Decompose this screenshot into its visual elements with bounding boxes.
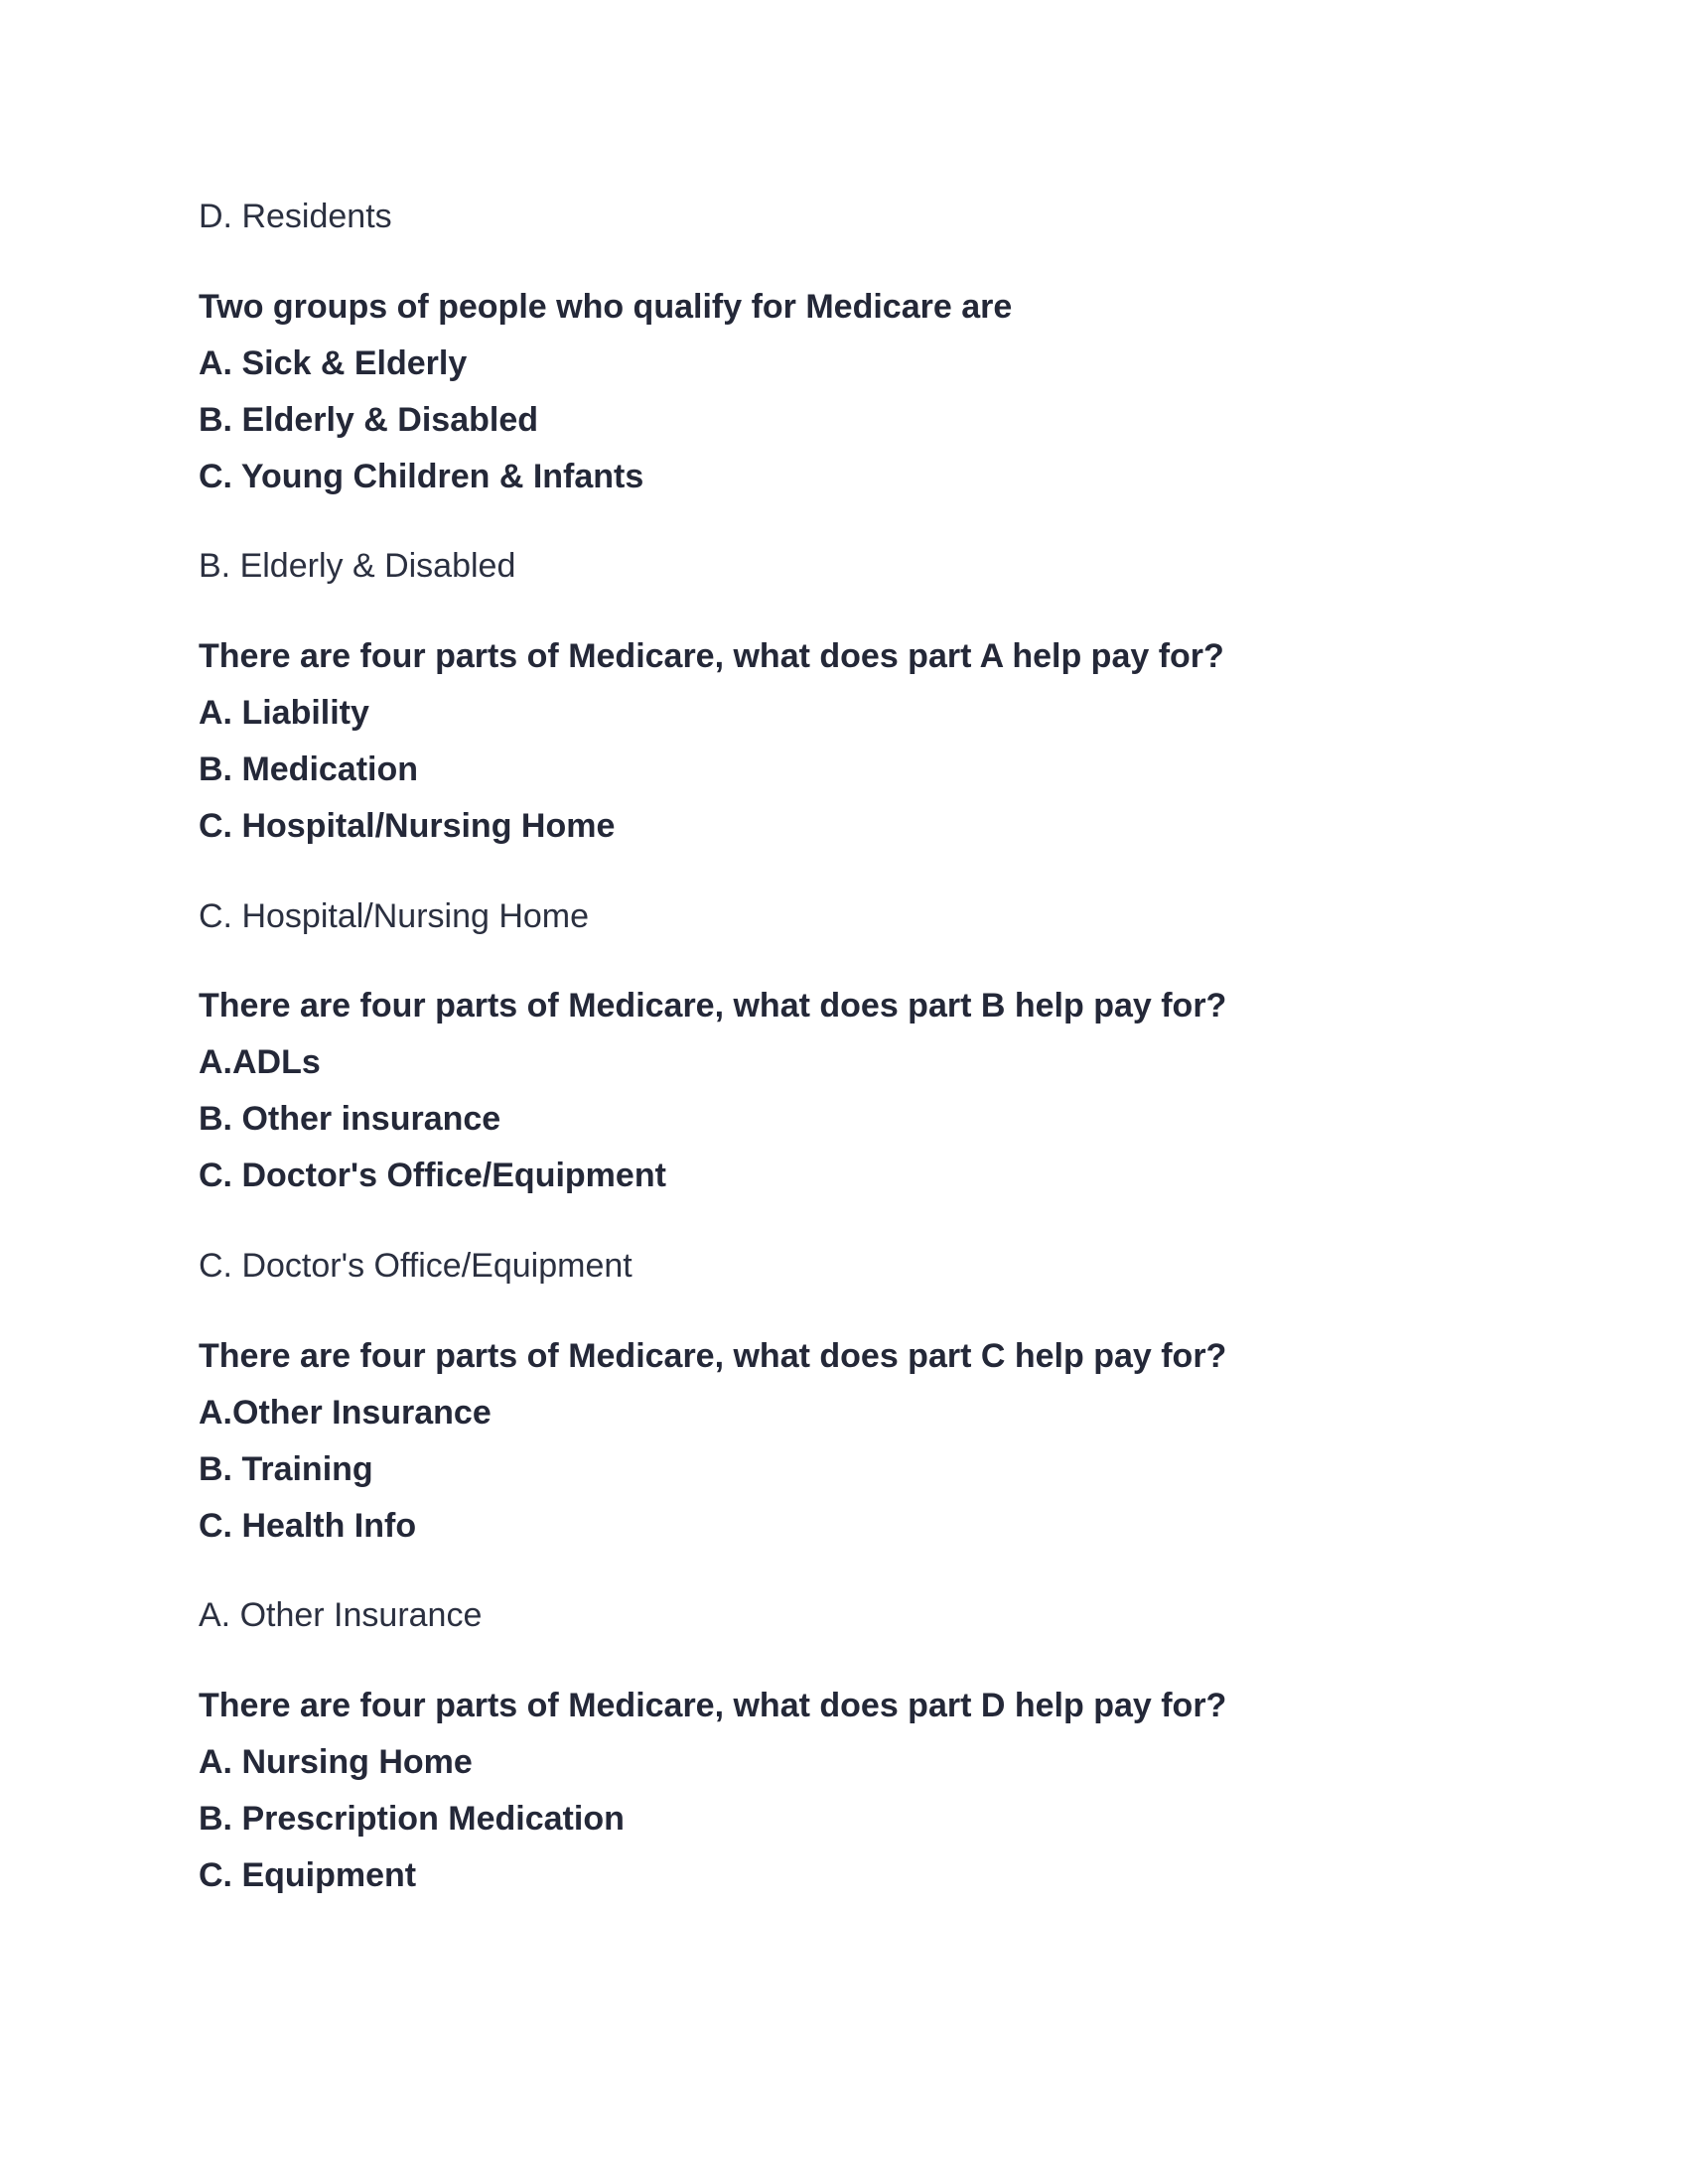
- answer-text: D. Residents: [199, 198, 392, 235]
- option-text: A.Other Insurance: [199, 1394, 492, 1432]
- option-text: A. Nursing Home: [199, 1743, 473, 1781]
- option-text: C. Doctor's Office/Equipment: [199, 1157, 666, 1194]
- option-text: A.ADLs: [199, 1043, 321, 1081]
- answer-text: A. Other Insurance: [199, 1596, 483, 1634]
- option-text: B. Elderly & Disabled: [199, 401, 538, 439]
- option-text: C. Young Children & Infants: [199, 458, 644, 495]
- option-text: A. Liability: [199, 694, 369, 732]
- option-text: B. Medication: [199, 751, 419, 788]
- question-text: There are four parts of Medicare, what does part A help pay for?: [199, 637, 1224, 675]
- option-text: B. Other insurance: [199, 1100, 501, 1138]
- answer-text: B. Elderly & Disabled: [199, 547, 516, 585]
- option-text: A. Sick & Elderly: [199, 344, 468, 382]
- question-text: There are four parts of Medicare, what does part B help pay for?: [199, 987, 1227, 1024]
- option-text: B. Prescription Medication: [199, 1800, 625, 1838]
- answer-text: C. Doctor's Office/Equipment: [199, 1247, 633, 1285]
- option-text: B. Training: [199, 1450, 373, 1488]
- question-text: There are four parts of Medicare, what does part C help pay for?: [199, 1337, 1227, 1375]
- question-text: Two groups of people who qualify for Medicare are: [199, 288, 1013, 326]
- answer-text: C. Hospital/Nursing Home: [199, 897, 590, 935]
- option-text: C. Hospital/Nursing Home: [199, 807, 616, 845]
- question-text: There are four parts of Medicare, what does part D help pay for?: [199, 1687, 1227, 1724]
- option-text: C. Equipment: [199, 1856, 417, 1894]
- option-text: C. Health Info: [199, 1507, 417, 1545]
